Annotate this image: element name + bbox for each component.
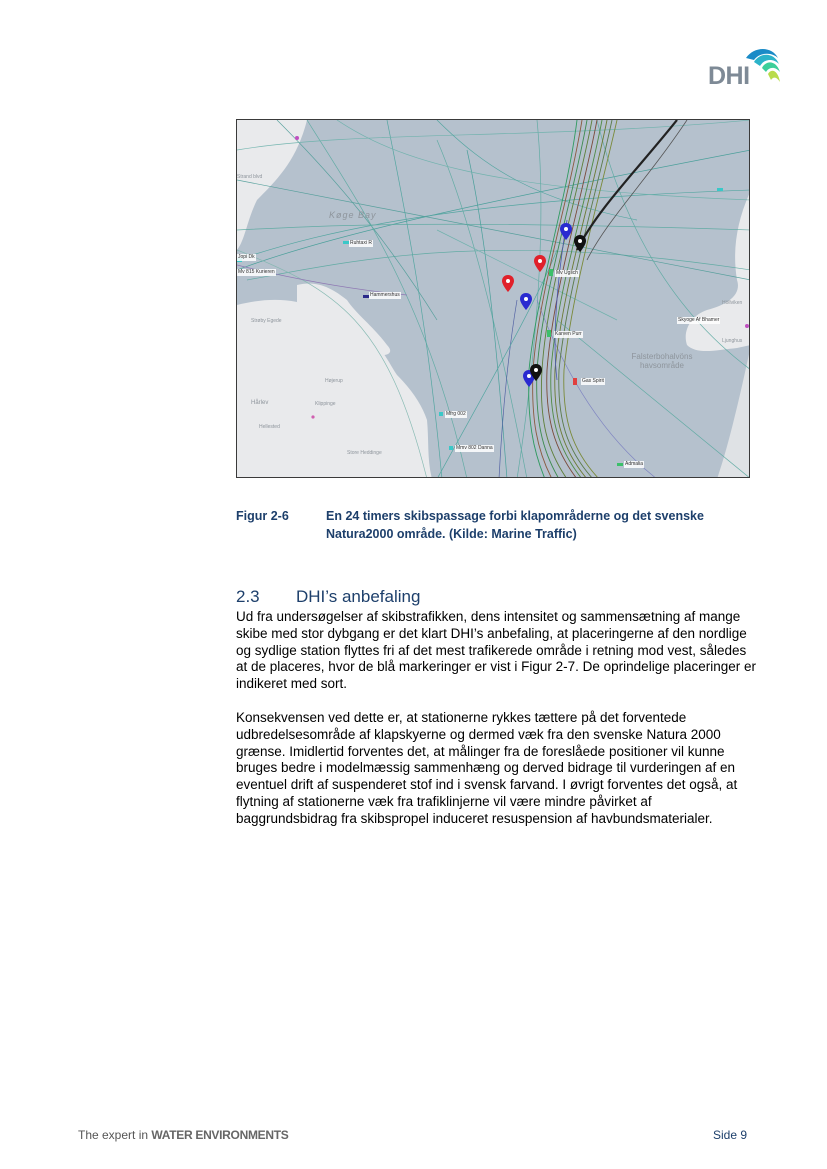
place-strand: Strand blvd bbox=[237, 174, 263, 180]
place-hellested: Hellested bbox=[259, 424, 280, 430]
paragraph-1: Ud fra undersøgelser af skibstrafikken, dens intensitet og sammensætning af mange skibe med stor dybgang er det klart DHI’s anbefaling, at placeringerne af den nordlige og sydlige station flyttes fri af det mest trafikerede område i retning mod vest, således at de placeres, hvor de blå markeringer er vist i Figur 2-7. De oprindelige placeringer er indikeret med sort. bbox=[236, 609, 757, 692]
footer-tagline-prefix: The expert in bbox=[78, 1128, 149, 1142]
vessel-label: Admalia bbox=[625, 461, 644, 467]
figure-number: Figur 2-6 bbox=[236, 509, 289, 523]
vessel-label: Karven Purr bbox=[555, 331, 582, 337]
place-store-heddinge: Store Heddinge bbox=[347, 450, 382, 456]
paragraph-2: Konsekvensen ved dette er, at stationerne rykkes tættere på det forventede udbredelsesområde af klapskyerne og dermed væk fra den svenske Natura 2000 grænse. Imidlertid forventes det, at målinger fra de foreslåede positioner vil kunne bruges bedre i modelmæssig sammenhæng og derved bidrage til vurderingen af en eventuel drift af suspenderet stof ind i svensk farvand. I øvrigt forventes det også, at flytning af stationerne væk fra trafiklinjerne vil være mindre påvirket af baggrundsbidrag fra skibspropel induceret resuspension af havbundsmaterialer. bbox=[236, 710, 738, 826]
page-number: Side 9 bbox=[713, 1128, 748, 1142]
vessel-label: Mv Uglich bbox=[556, 270, 578, 276]
map-canvas bbox=[237, 120, 750, 478]
footer-tagline-bold: WATER ENVIRONMENTS bbox=[151, 1128, 289, 1142]
vessel-label: Mmv 802 Danna bbox=[456, 445, 493, 451]
red-marker-icon bbox=[534, 255, 546, 272]
vessel-label: Jopi Dk bbox=[238, 254, 255, 260]
vessel-label: Skyoge Af Bhamer bbox=[678, 317, 720, 323]
place-klippinge: Klippinge bbox=[315, 401, 336, 407]
red-marker-icon bbox=[502, 275, 514, 292]
section-title: DHI’s anbefaling bbox=[296, 587, 421, 606]
vessel-label: Hammershus bbox=[370, 292, 400, 298]
place-ljunghusen: Ljunghus bbox=[722, 338, 743, 344]
vessel-label: Gas Spirit bbox=[582, 378, 604, 384]
vessel-label: Ruhtaxi R bbox=[350, 240, 372, 246]
place-stroby: Strøby Egede bbox=[251, 318, 282, 324]
vessel-label: Mfrg 002 bbox=[446, 411, 466, 417]
black-marker-icon bbox=[574, 235, 586, 252]
ship-traffic-map bbox=[236, 119, 750, 478]
place-harlev: Hårlev bbox=[251, 400, 269, 406]
place-koge-bay: Køge Bay bbox=[329, 210, 377, 220]
place-falsterbo: Falsterbohalvöns havsområde bbox=[631, 352, 693, 370]
section-number: 2.3 bbox=[236, 587, 260, 606]
place-hollviken: Höllviken bbox=[722, 300, 743, 306]
footer-tagline bbox=[78, 1128, 288, 1142]
vessel-label: Mv 815 Kurieren bbox=[238, 269, 275, 275]
figure-caption-text: En 24 timers skibspassage forbi klapområderne og det svenske Natura2000 område. (Kilde: Marine Traffic) bbox=[326, 509, 704, 541]
place-hojerup: Højerup bbox=[325, 378, 343, 384]
logo-text: DHI bbox=[708, 62, 750, 90]
